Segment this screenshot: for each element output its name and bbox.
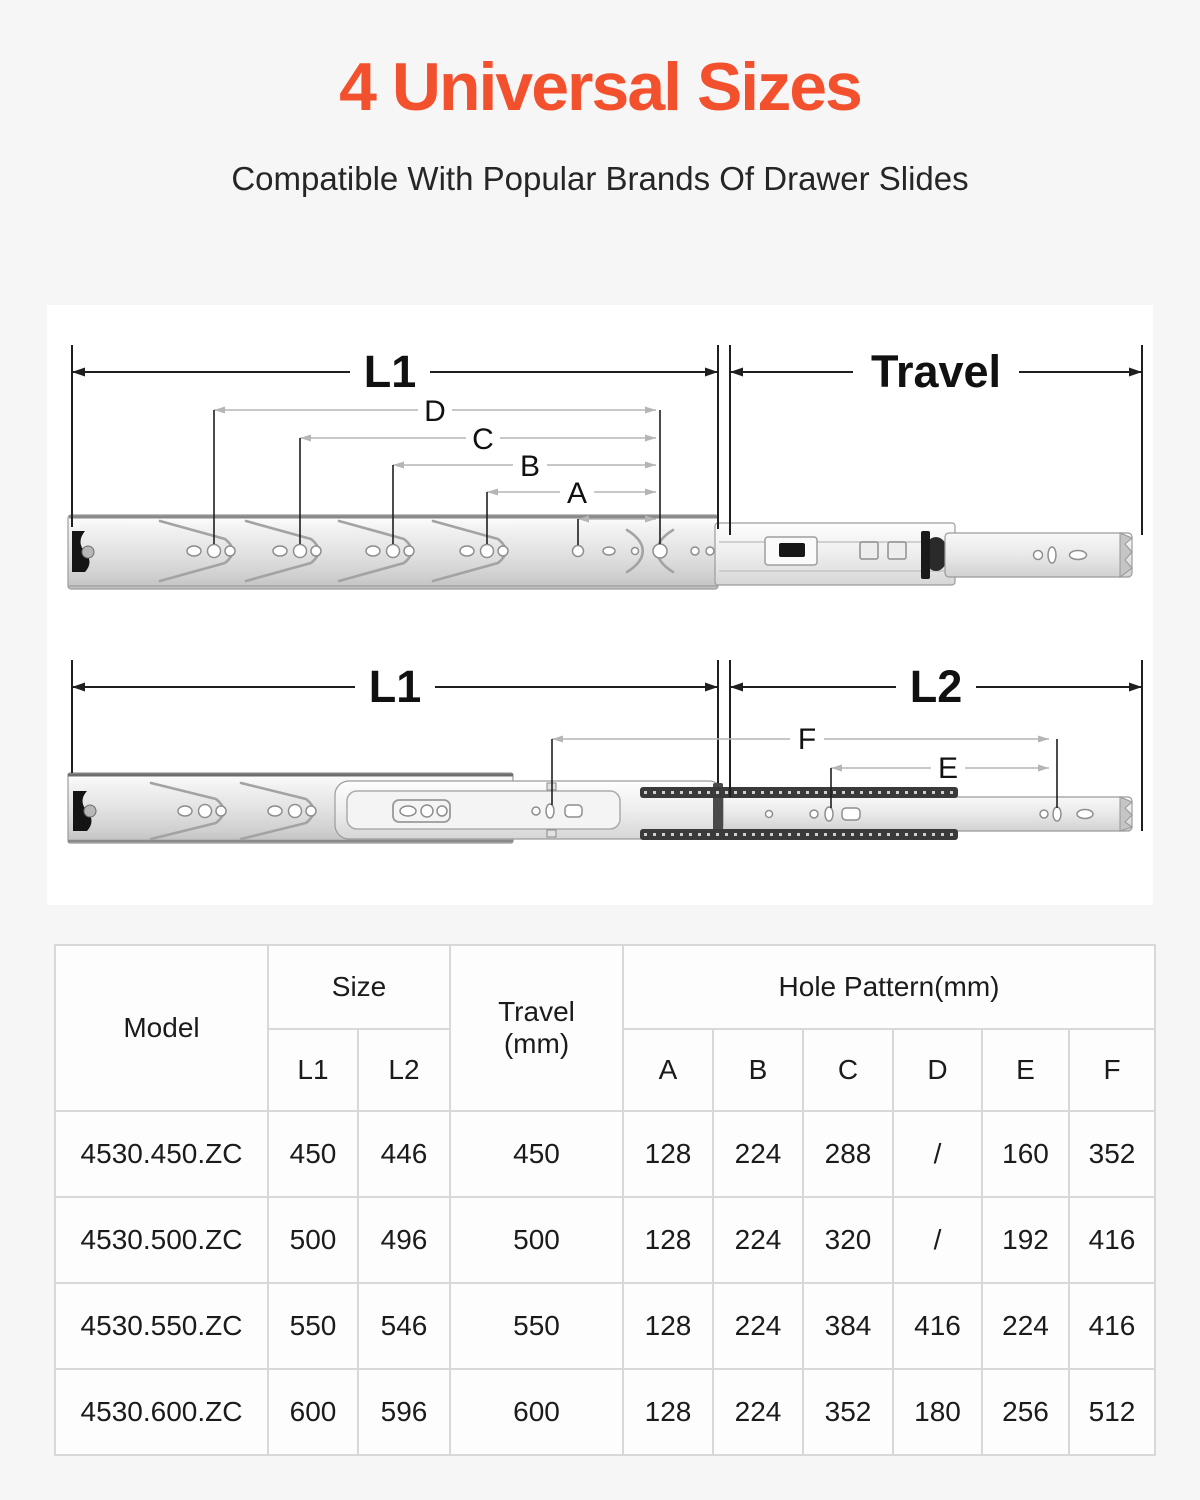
label-a: A [566, 477, 588, 510]
cell-c: 288 [803, 1111, 893, 1197]
cell-d: 416 [893, 1283, 982, 1369]
cell-b: 224 [713, 1197, 803, 1283]
cell-l2: 496 [358, 1197, 450, 1283]
col-header-model: Model [55, 945, 268, 1111]
label-travel: Travel [870, 346, 1002, 397]
cell-model: 4530.450.ZC [55, 1111, 268, 1197]
cell-l1: 600 [268, 1369, 358, 1455]
cell-travel: 550 [450, 1283, 623, 1369]
table-row [55, 1197, 1155, 1283]
col-header-a: A [623, 1029, 713, 1111]
table-row [55, 1283, 1155, 1369]
cell-c: 384 [803, 1283, 893, 1369]
table-row [55, 1369, 1155, 1455]
col-header-c: C [803, 1029, 893, 1111]
cell-b: 224 [713, 1283, 803, 1369]
col-header-size: Size [268, 945, 450, 1029]
cell-f: 352 [1069, 1111, 1155, 1197]
table-row [55, 1111, 1155, 1197]
cell-a: 128 [623, 1197, 713, 1283]
cell-l2: 546 [358, 1283, 450, 1369]
cell-e: 160 [982, 1111, 1069, 1197]
cell-c: 320 [803, 1197, 893, 1283]
label-e: E [937, 752, 959, 785]
cell-l2: 446 [358, 1111, 450, 1197]
travel-line1: Travel [498, 996, 575, 1027]
cell-a: 128 [623, 1283, 713, 1369]
cell-d: / [893, 1197, 982, 1283]
label-c: C [472, 423, 494, 456]
diagram-card [47, 305, 1153, 905]
label-l2: L2 [909, 661, 963, 712]
cell-e: 224 [982, 1283, 1069, 1369]
label-l1-2: L1 [368, 661, 422, 712]
dimension-l1-travel [72, 345, 1142, 535]
cell-f: 512 [1069, 1369, 1155, 1455]
col-header-travel [450, 945, 623, 1111]
travel-line2: (mm) [503, 1028, 570, 1059]
diagram-closed-slide [68, 345, 1142, 589]
cell-d: / [893, 1111, 982, 1197]
col-header-f: F [1069, 1029, 1155, 1111]
col-header-b: B [713, 1029, 803, 1111]
cell-b: 224 [713, 1111, 803, 1197]
col-header-l1: L1 [268, 1029, 358, 1111]
cell-a: 128 [623, 1111, 713, 1197]
label-l1: L1 [363, 346, 417, 397]
cell-travel: 450 [450, 1111, 623, 1197]
spec-table [54, 944, 1156, 1456]
cell-b: 224 [713, 1369, 803, 1455]
drawer-slide-diagrams [47, 305, 1153, 905]
cell-c: 352 [803, 1369, 893, 1455]
cell-d: 180 [893, 1369, 982, 1455]
cell-e: 192 [982, 1197, 1069, 1283]
cell-travel: 600 [450, 1369, 623, 1455]
page-title: 4 Universal Sizes [339, 49, 861, 125]
label-d: D [424, 395, 446, 428]
label-f: F [797, 723, 817, 756]
cell-f: 416 [1069, 1197, 1155, 1283]
cell-l2: 596 [358, 1369, 450, 1455]
col-header-d: D [893, 1029, 982, 1111]
page-subtitle: Compatible With Popular Brands Of Drawer Slides [231, 160, 969, 197]
middle-member [715, 523, 955, 585]
col-header-hole-pattern: Hole Pattern(mm) [623, 945, 1155, 1029]
cell-travel: 500 [450, 1197, 623, 1283]
col-header-l2: L2 [358, 1029, 450, 1111]
cell-a: 128 [623, 1369, 713, 1455]
inner-member-2 [700, 797, 1132, 831]
cell-e: 256 [982, 1369, 1069, 1455]
inner-member [945, 533, 1132, 577]
cell-f: 416 [1069, 1283, 1155, 1369]
cell-l1: 500 [268, 1197, 358, 1283]
label-b: B [519, 450, 541, 483]
diagram-extended-slide [68, 660, 1142, 843]
col-header-e: E [982, 1029, 1069, 1111]
cell-l1: 450 [268, 1111, 358, 1197]
cell-model: 4530.500.ZC [55, 1197, 268, 1283]
cell-model: 4530.600.ZC [55, 1369, 268, 1455]
cell-l1: 550 [268, 1283, 358, 1369]
cell-model: 4530.550.ZC [55, 1283, 268, 1369]
